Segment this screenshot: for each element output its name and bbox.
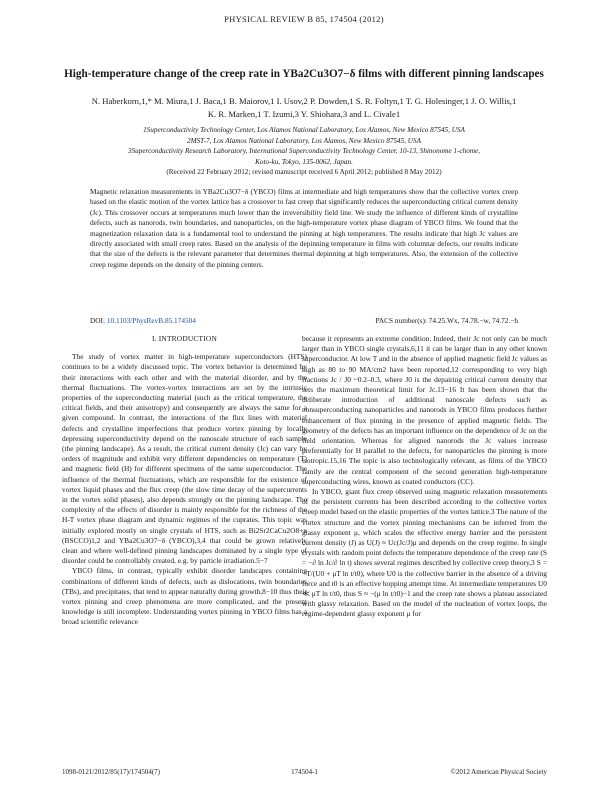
received-dates: (Received 22 February 2012; revised manuscript received 6 April 2012; published 8 May 2012) bbox=[166, 168, 442, 176]
affiliation-line: Koto-ku, Tokyo, 135-0062, Japan. bbox=[255, 157, 353, 166]
section-heading: I. INTRODUCTION bbox=[152, 334, 217, 343]
footer-issn: 1098-0121/2012/85(17)/174504(7) bbox=[62, 768, 160, 776]
author-line: N. Haberkorn,1,* M. Miura,1 J. Baca,1 B. Maiorov,1 I. Usov,2 P. Dowden,1 S. R. Foltyn,1 T. G. Holesinger,1 J. O. Willis,1 bbox=[91, 96, 517, 106]
author-list bbox=[40, 95, 568, 121]
doi-label: DOI: bbox=[90, 316, 105, 325]
affiliation-line: 3Superconductivity Research Laboratory, International Superconductivity Technology Center, 10-13, Shinonome 1-chome, bbox=[127, 147, 481, 155]
doi-link[interactable]: 10.1103/PhysRevB.85.174504 bbox=[106, 316, 196, 325]
paragraph: In YBCO, giant flux creep observed using magnetic relaxation measurements of the persistent currents has been described according to the collective vortex creep model based on the elastic properties of the vortex lattice.3 The nature of the vortex structure and the vortex pinning mechanisms can be inferred from the glassy exponent μ, which scales the effective energy barrier and the persistent current density (J) as U(J) ≈ Uc(Jc/J)μ and depends on the creep regime. In single crystals with random point defects the temperature dependence of the creep rate (S = −∂ ln Jc/∂ ln t) shows several regimes described by collective creep theory,3 S = −T/(U0 + μT ln t/t0), where U0 is the collective barrier in the absence of a driving force and t0 is an effective hopping attempt time. At intermediate temperatures U0 ≪ μT ln t/t0, thus S ≈ −(μ ln t/t0)−1 and the creep rate shows a plateau associated with glassy relaxation. Based on the model of the nucleation of vortex loops, the regime-dependent glassy exponent μ for bbox=[302, 487, 547, 619]
paragraph: The study of vortex matter in high-temperature superconductors (HTS) continues to be a widely discussed topic. The vortex behavior is determined by their interactions with each other and with the material disorder, and by the thermal fluctuations. The vortex-vortex interactions are set by the intrinsic properties of the superconducting material (such as the critical temperature, the critical fields, and their anisotropy) and consequently are always the same for a given compound. In contrast, the interactions of the flux lines with material defects and crystalline imperfections that produce vortex pinning by locally depressing superconductivity depend on the nanoscale structure of each sample (the pinning landscape). As a result, the critical current density (Jc) can vary by orders of magnitude and exhibit very different dependencies on temperature (T) and magnetic field (H) for different specimens of the same superconductor. The influence of the thermal fluctuations, which are responsible for the existence of vortex liquid phases and the flux creep (the slow time decay of the supercurrents in the vortex solid phases), also depends strongly on the pinning landscape. The complexity of the effects of disorder is mainly responsible for the richness of the H-T vortex phase diagram and dynamic regimes of the cuprates. This topic was initially explored mostly on single crystals of HTS, such as Bi2Sr2CaCu2O8+x (BSCCO)1,2 and YBa2Cu3O7−δ (YBCO),3,4 that could be grown relatively clean and where well-defined pinning landscapes dominated by a single type of disorder could be controllably created, e.g. by particle irradiation.5−7 bbox=[62, 352, 307, 566]
page-number: 174504-1 bbox=[291, 768, 318, 776]
affiliation-line: 1Superconductivity Technology Center, Los Alamos National Laboratory, Los Alamos, New Mexico 87545, USA bbox=[143, 126, 465, 134]
abstract: Magnetic relaxation measurements in YBa2Cu3O7−δ (YBCO) films at intermediate and high temperatures show that the collective vortex creep based on the elastic motion of the vortex lattice has a crossover to fast creep that significantly reduces the superconducting critical current density (Jc). This crossover occurs at temperatures much lower than the irreversibility field line. We study the influence of different kinds of crystalline defects, such as nanorods, twin boundaries, and nanoparticles, on the high-temperature vortex phase diagram of YBCO films. We found that the magnetization relaxation data is a fundamental tool to understand the pinning at high temperatures. The results indicate that high Jc values are directly associated with small creep rates. Based on the analysis of the depinning temperature in films with columnar defects, our results indicate that the size of the defects is the relevant parameter that determines thermal depinning at high temperatures. Also, the extension of the collective creep regime depends on the density of the pinning centers. bbox=[90, 187, 518, 269]
affiliation-line: 2MST-7, Los Alamos National Laboratory, Los Alamos, New Mexico 87545, USA bbox=[186, 136, 421, 145]
pacs-numbers: PACS number(s): 74.25.Wx, 74.78.−w, 74.72.−h bbox=[375, 316, 518, 325]
author-line: K. R. Marken,1 T. Izumi,3 Y. Shiohara,3 and L. Civale1 bbox=[207, 109, 401, 119]
copyright: ©2012 American Physical Society bbox=[450, 768, 547, 776]
running-head: PHYSICAL REVIEW B 85, 174504 (2012) bbox=[224, 14, 384, 24]
paragraph: YBCO films, in contrast, typically exhibit disorder landscapes containing combinations of different kinds of defects, such as dislocations, twin boundaries (TBs), and precipitates, that tend to appear naturally during growth,8−10 thus their vortex pinning and creep phenomena are more complicated, and the present knowledge is still incomplete. Understanding vortex pinning in YBCO films has a broad scientific relevance bbox=[62, 566, 307, 627]
left-column bbox=[62, 334, 307, 628]
doi-pacs-line bbox=[90, 316, 518, 325]
paragraph: because it represents an extreme condition. Indeed, their Jc not only can be much larger than in YBCO single crystals,6,11 it can be larger than in any other known superconductor. At low T and in the absence of applied magnetic field Jc values as high as 80 to 90 MA/cm2 have been reported,12 corresponding to very high fractions Jc / J0 ~0.2–0.3, where J0 is the depairing critical current density that sets the maximum theoretical limit for Jc.13−16 It has been shown that the deliberate introduction of additional nanoscale defects such as nonsuperconducting nanoparticles and nanorods in YBCO films produces further enhancement of flux pinning in the presence of applied magnetic fields. The geometry of the defects has an important influence on the dependence of Jc on the field orientation. Whereas for aligned nanorods the Jc values increase preferentially for H parallel to the defects, for nanoparticles the pinning is more isotropic.15,16 The topic is also technologically relevant, as films of the YBCO family are the central component of the second generation high-temperature superconducting wires, known as coated conductors (CC). bbox=[302, 334, 547, 486]
paper-title: High-temperature change of the creep rate in YBa2Cu3O7−δ films with different pinning landscapes bbox=[64, 68, 544, 80]
page-footer bbox=[62, 768, 547, 776]
right-column bbox=[302, 334, 547, 620]
affiliations bbox=[40, 125, 568, 178]
